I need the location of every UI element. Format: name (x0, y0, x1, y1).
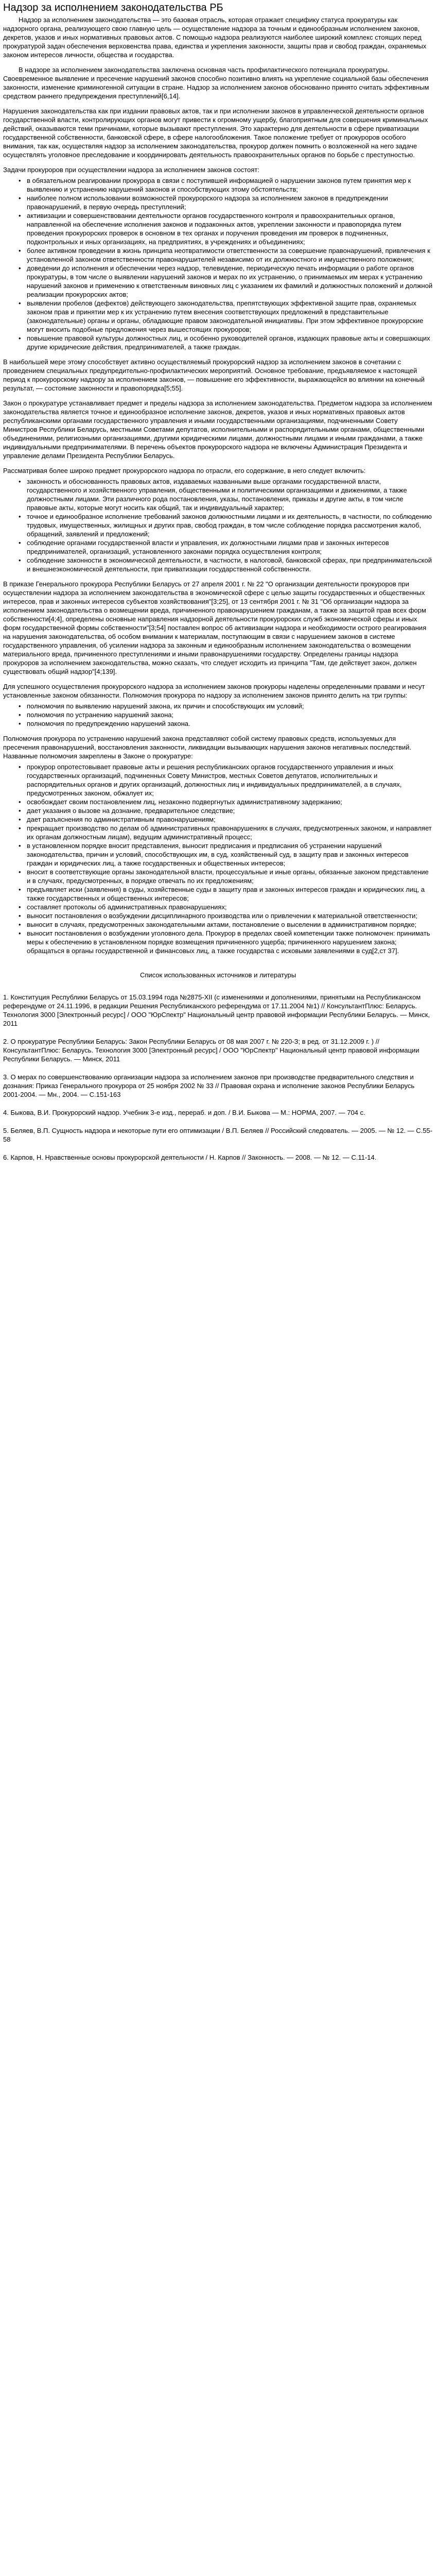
list-item: • выносит в случаях, предусмотренных законодательными актами, постановление о выселении в административном порядке; (27, 920, 433, 929)
powers-list (3, 762, 433, 955)
bibliography-title: Список использованных источников и литературы (139, 971, 297, 979)
list-item: • прокурор опротестовывает правовые акты и решения республиканских органов государственного управления и иных государственных организаций, подчиненных Совету Министров, местных Советов депутатов, исполнительных и распорядительных органов и других организаций, должностных лиц и индивидуальных предпринимателей, а в случаях, предусмотренных законом, обжалует их; (27, 762, 433, 798)
list-item: • вносит в соответствующие органы законодательной власти, процессуальные и иные органы, обязанные законом представление и в случаях, предусмотренных, в порядке отвечать по их предложениям; (27, 868, 433, 885)
list-item: • выносит постановления о возбуждении дисциплинарного производства или о привлечении к материальной ответственности; (27, 911, 433, 920)
scope-list (3, 477, 433, 573)
scope-intro: Рассматривая более широко предмет прокурорского надзора по отрасли, его содержание, в него следует включить: (3, 467, 366, 474)
list-item: • более активном проведении в жизнь принципа неотвратимости ответственности за совершение правонарушений, привлечения к установленной законом ответственности правонарушителей независимо от их должностного и имущественного положения; (27, 246, 433, 264)
paragraph-effectiveness: В наибольшей мере этому способствует активно осуществляемый прокурорский надзор за исполнением законов в сочетании с проведением специальных предупредительно-профилактических мероприятий. Основное требование, предъявляемое к настоящей период к прокурорскому надзору за исполнением законов, — повышение его эффективности, выражающейся во влиянии на конечный результат, — состояние законности и правопорядка[5;55]. (3, 358, 425, 392)
list-item: • прекращает производство по делам об административных правонарушениях в случаях, предусмотренных законом, и направляет их органам должностным лицам), ведущим административный процесс; (27, 824, 433, 841)
reference-item: 3. О мерах по совершенствованию организации надзора за исполнением законов при производстве предварительного следствия и дознания: Приказ Генерального прокурора от 25 ноября 2002 № 33 // Правовая охрана и исполнение законов Республики Беларусь 2001-2004. — Мн., 2004. — С.151-163 (3, 1073, 415, 1098)
list-item: • полномочия по предупреждению нарушений закона. (27, 719, 433, 728)
list-item: • доведении до исполнения и обеспечении через надзор, телевидение, периодическую печать информации о работе органов прокуратуры, в том числе о выявлении нарушений законов и мерах по их устранению, о принимаемых им мерах к устранению нарушений законов и применению к ответственным виновных лиц с указанием их фамилий и должностных положений и должной реализации прокурорских актов; (27, 264, 433, 299)
paragraph-violations: Нарушения законодательства как при издании правовых актов, так и при исполнении законов в управленческой деятельности органов государственной власти, контролирующих органов могут привести к огромному ущербу, благоприятным для совершения криминальных действий, оказываются теми причинами, которые вызывают преступления. Это характерно для деятельности в сфере приватизации государственной собственности, банковской сфере, в сфере налогообложения. Такое положение требует от прокуроров особого внимания, так как, осуществляя надзор за исполнением законодательства, прокурор должен помнить о возложенной на него задаче осуществлять уголовное преследование и координировать деятельность правоохранительных органов по борьбе с преступностью. (3, 107, 428, 159)
list-item: • предъявляет иски (заявления) в суды, хозяйственные суды в защиту прав и законных интересов граждан и юридических лиц, а также государственных и общественных интересов; (27, 885, 433, 903)
list-item: • в обязательном реагировании прокурора в связи с поступившей информацией о нарушении законов путем принятия мер к выявлению и устранению нарушений законов и способствующих этому обстоятельств; (27, 176, 433, 194)
list-item: • соблюдение законности в экономической деятельности, в частности, в налоговой, банковской сферах, при предпринимательской и внешнеэкономической деятельности, при приватизации государственной собственности. (27, 556, 433, 573)
list-item: • в установленном порядке вносит представления, выносит предписания и предписания об устранении нарушений законодательства, причин и условий, способствующих им, в суд, хозяйственный суд, в защиту прав и законных интересов граждан и юридических лиц, а также государственных и общественных интересов; (27, 841, 433, 868)
page-title: Надзор за исполнением законодательства РБ (3, 2, 223, 13)
list-item: • выявлении пробелов (дефектов) действующего законодательства, препятствующих эффективной защите прав, охраняемых законом прав и принятии мер к их устранению путем внесения соответствующих предложений в представительные (законодательные) органы и органы, обладающие правом законодательной инициативы. При этом эффективное прокурорские могут вносить подобные предложения через вышестоящих прокуроров; (27, 299, 433, 334)
paragraph-elimination: Полномочия прокурора по устранению нарушений закона представляют собой систему правовых средств, используемых для пресечения правонарушений, восстановления законности, ликвидации вызывающих нарушения законов негативных последствий. Названные полномочия закреплены в Законе о прокуратуре: (3, 735, 412, 760)
reference-item: 2. О прокуратуре Республики Беларусь: Закон Республики Беларусь от 08 мая 2007 г. № 220-З; в ред. от 31.12.2009 г. ) // КонсультантПлюс: Беларусь. Технология 3000 [Электронный ресурс] / ООО "ЮрСпектр" Национальный центр правовой информации Республики Беларусь. — Минск, 2011 (3, 1038, 420, 1063)
document-page (0, 1, 436, 1162)
list-item: • полномочия по выявлению нарушений закона, их причин и способствующих им условий; (27, 702, 433, 710)
list-item: • составляет протоколы об административных правонарушениях; (27, 903, 433, 911)
reference-item: 1. Конституция Республики Беларусь от 15.03.1994 года №2875-XII (с изменениями и дополнениями, принятыми на Республиканском референдуме от 24.11.1996, в редакции Решения Республиканского референдума от 17.11.2004 №1) // КонсультантПлюс: Беларусь. Технология 3000 [Электронный ресурс] / ООО "ЮрСпектр" Национальный центр правовой информации Республики Беларусь. — Минск, 2011 (3, 993, 430, 1027)
paragraph-prevention: В надзоре за исполнением законодательства заключена основная часть профилактического потенциала прокуратуры. Своевременное выявление и пресечение нарушений законов способно позитивно влиять на укрепление социальной базы обеспечения законности, изменение криминогенной ситуации в стране. Надзор за исполнением законов обоснованно принято считать эффективным средством раннего предупреждения преступлений[6,14]. (3, 66, 429, 100)
paragraph-powers: Для успешного осуществления прокурорского надзора за исполнением законов прокуроры наделены определенными правами и несут установленные законом обязанности. Полномочия прокурора по надзору за исполнением законов принято делить на три группы: (3, 683, 425, 699)
list-item: • активизации и совершенствовании деятельности органов государственного контроля и правоохранительных органов, направленной на обеспечение исполнения законов и подзаконных актов, укреплении законности и правопорядка путем проведения прокурорских проверок в основном в тех органах и поручения проведения им проверок в подчиненных, подконтрольных и иных организациях, на предприятиях, в учреждениях и объединениях; (27, 211, 433, 246)
list-item: • повышение правовой культуры должностных лиц, и особенно руководителей органов, издающих правовые акты и совершающих другие юридические действия, предпринимателей, а также граждан. (27, 334, 433, 351)
groups-list (3, 702, 433, 728)
reference-item: 6. Карпов, Н. Нравственные основы прокурорской деятельности / Н. Карпов // Законность. — 2008. — № 12. — С.11-14. (3, 1154, 377, 1161)
list-item: • полномочия по устранению нарушений закона; (27, 710, 433, 719)
list-item: • законность и обоснованность правовых актов, издаваемых названными выше органами государственной власти, государственного и хозяйственного управления, общественными и политическими организациями и движениями, а также должностными лицами. Эти различного рода постановления, указы, постановления, приказы и другие акты, в том числе правовые акты, которые могут носить как общий, так и индивидуальный характер; (27, 477, 433, 512)
list-item: • наиболее полном использовании возможностей прокурорского надзора за исполнением законов в предупреждении правонарушений, в первую очередь преступлений; (27, 194, 433, 211)
paragraph-subject: Закон о прокуратуре устанавливает предмет и пределы надзора за исполнением законодательства. Предметом надзора за исполнением законодательства является точное и единообразное исполнение законов, декретов, указов и иных нормативных правовых актов республиканскими органами государственного управления и иными государственными организациями, подчиненными Совету Министров Республики Беларусь, местными Советами депутатов, исполнительными и распорядительными органами, общественными объединениями, религиозными организациями, другими юридическими лицами, должностными лицами и иными гражданами, а также индивидуальными предпринимателями. В перечень объектов прокурорского надзора не включены Администрация Президента и управление делами Президента Республики Беларусь. (3, 399, 432, 460)
list-item: • соблюдение органами государственной власти и управления, их должностными лицами прав и законных интересов предпринимателей, организаций, установленного законами порядка осуществления контроля; (27, 538, 433, 556)
intro-paragraph: Надзор за исполнением законодательства — это базовая отрасль, которая отражает специфику статуса прокуратуры как надзорного органа, реализующего свою главную цель — осуществление надзора за точным и единообразным исполнением законов, декретов, указов и иных нормативных правовых актов. С помощью надзора реализуются наиболее широкий комплекс стоящих перед прокуратурой задач обеспечения верховенства права, единства и укрепления законности, защиты прав и свобод граждан, охраняемых законом интересов личности, общества и государства. (3, 16, 427, 59)
tasks-list (3, 176, 433, 351)
reference-item: 5. Беляев, В.П. Сущность надзора и некоторые пути его оптимизации / В.П. Беляев // Российский следователь. — 2005. — № 12. — С.55-58 (3, 1127, 432, 1143)
list-item: • дает указания о вызове на дознание, предварительное следствие; (27, 806, 433, 815)
list-item: • точное и единообразное исполнение требований законов должностными лицами и их деятельность, в частности, по соблюдению трудовых, имущественных, жилищных и других прав, свобод граждан, в том числе соблюдение порядка рассмотрения жалоб, обращений, заявлений и предложений; (27, 512, 433, 538)
list-item: • выносит постановления о возбуждении уголовного дела. Прокурор в пределах своей компетенции также полномочен: принимать меры к обеспечению в установленном порядке возмещения причиненного ущерба; причиненного нарушением закона; обращаться в органы государственной и финансовых лиц, а также государства с исковыми заявлениями в суд[2,ст 37]. (27, 929, 433, 955)
list-item: • дает разъяснения по административным правонарушениям; (27, 815, 433, 824)
tasks-intro: Задачи прокуроров при осуществлении надзора за исполнением законов состоят: (3, 166, 259, 174)
reference-item: 4. Быкова, В.И. Прокурорский надзор. Учебник 3-е изд., перераб. и доп. / В.И. Быкова — М.: НОРМА, 2007. — 704 с. (3, 1109, 365, 1116)
paragraph-order: В приказе Генерального прокурора Республики Беларусь от 27 апреля 2001 г. № 22 "О организации деятельности прокуроров при осуществлении надзора за исполнением законодательства в экономической сфере с целью защиты государственных и общественных интересов, прав и законных интересов субъектов хозяйствования"[3;25], от 13 сентября 2001 г. № 31 "Об организации надзора за исполнением законодательства о возмещении вреда, причиненного правонарушением гражданам, а также за защитой прав всех форм собственности[4;4], определены основные направления надзорной деятельности прокурорских служб экономической сферы и иных форм государственной формы собственности"[3;54] поставлен вопрос об активизации надзора и необходимости острого реагирования на нарушения законодательства, об особом внимании к материалам, поступающим в связи с нарушением законов в системе государственного управления, об усилении надзора за законным и единообразным исполнением законодательства о возмещении материального вреда, причиненного преступлениями и иными правонарушениями государству. Определены границы надзора прокуроров за исполнением законодательства, можно сказать, что следует исходить из принципа "Там, где действует закон, должен существовать общий надзор"[4;139]. (3, 580, 427, 675)
list-item: • освобождает своим постановлением лиц, незаконно подвергнутых административному задержанию; (27, 798, 433, 806)
